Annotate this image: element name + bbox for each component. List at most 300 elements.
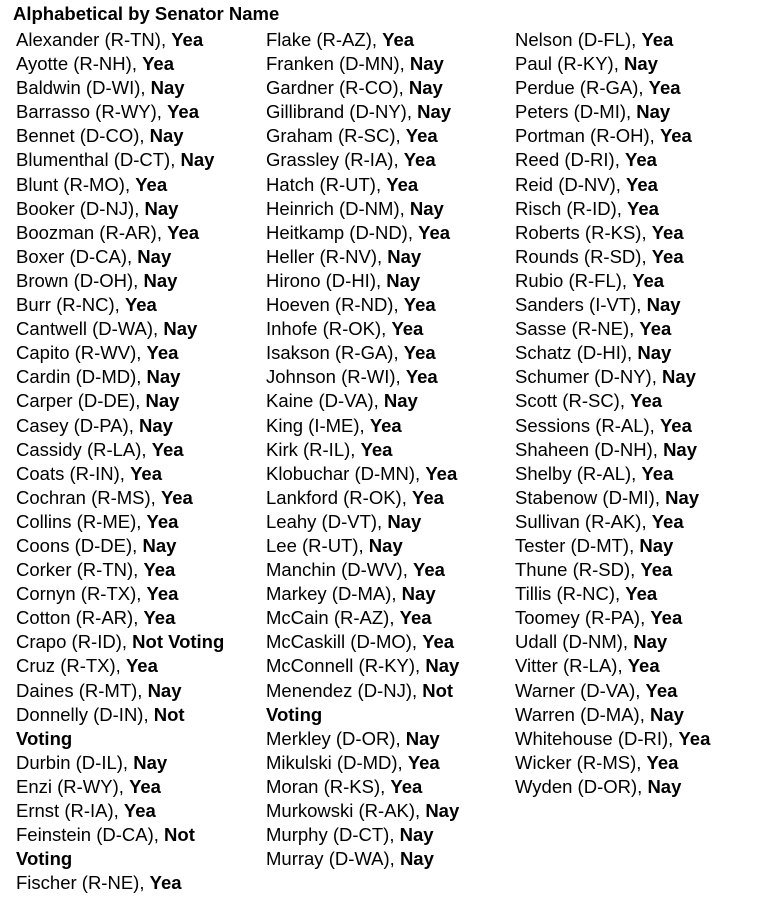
senator-name: Lankford (R-OK), [266, 486, 412, 508]
vote-value: Nay [636, 101, 671, 123]
vote-value: Yea [125, 655, 158, 677]
senator-name: Durbin (D-IL), [16, 751, 134, 773]
list-heading: Alphabetical by Senator Name [13, 3, 280, 24]
senator-vote-entry [515, 173, 759, 197]
vote-value: Yea [640, 559, 673, 581]
senator-name: Stabenow (D-MI), [515, 486, 666, 508]
senator-name: Merkley (D-OR), [266, 727, 406, 749]
vote-value: Nay [662, 366, 696, 388]
vote-value: Yea [646, 751, 679, 773]
vote-value: Nay [646, 294, 681, 316]
senator-name: Sasse (R-NE), [515, 318, 640, 340]
senator-vote-entry [515, 148, 759, 172]
senator-vote-entry [266, 582, 512, 606]
senator-vote-entry [266, 365, 512, 389]
senator-name: Heinrich (D-NM), [266, 197, 410, 219]
vote-value: Nay [623, 53, 658, 75]
vote-value: Yea [645, 679, 678, 701]
vote-value: Yea [418, 221, 451, 243]
senator-name: Roberts (R-KS), [515, 221, 652, 243]
senator-name: Coats (R-IN), [16, 462, 131, 484]
senator-name: Cardin (D-MD), [16, 366, 147, 388]
senator-name: Ernst (R-IA), [16, 800, 124, 821]
senator-name: Bennet (D-CO), [16, 125, 150, 147]
senator-vote-entry [266, 630, 512, 654]
vote-value: Nay [639, 534, 674, 556]
vote-value: Yea [678, 727, 711, 749]
senator-vote-entry [266, 727, 512, 751]
senator-vote-entry [266, 462, 512, 486]
senator-vote-entry [515, 679, 759, 703]
vote-value: Yea [167, 101, 199, 123]
senator-name: Feinstein (D-CA), [16, 824, 165, 846]
senator-vote-entry [515, 76, 759, 100]
vote-value-continued: Voting [16, 848, 73, 870]
senator-name: Reid (D-NV), [515, 173, 627, 195]
senator-name: Scott (R-SC), [515, 390, 631, 412]
senator-vote-entry [266, 269, 512, 293]
senator-vote-entry [515, 654, 759, 678]
senator-name: Schatz (D-HI), [515, 342, 638, 364]
vote-value: Yea [641, 462, 674, 484]
senator-name: Nelson (D-FL), [515, 29, 642, 50]
vote-value: Not Voting [132, 631, 225, 653]
senator-name: Udall (D-NM), [515, 631, 634, 653]
senator-vote-entry [515, 703, 759, 727]
senator-vote-entry [16, 76, 262, 100]
vote-value: Nay [149, 125, 184, 147]
vote-value: Yea [143, 559, 176, 581]
vote-value: Nay [368, 534, 403, 556]
senator-vote-entry [266, 317, 512, 341]
senator-vote-entry [16, 269, 262, 293]
senator-name: Kirk (R-IL), [266, 438, 361, 460]
senator-name: Johnson (R-WI), [266, 366, 406, 388]
senator-vote-entry [16, 173, 262, 197]
vote-value: Yea [403, 294, 436, 316]
vote-value: Yea [369, 414, 402, 436]
senator-name: Schumer (D-NY), [515, 366, 662, 388]
senator-name: Sanders (I-VT), [515, 294, 647, 316]
senator-name: Warner (D-VA), [515, 679, 646, 701]
vote-value: Nay [137, 245, 172, 267]
senator-vote-entry [16, 389, 262, 413]
senator-name: Boozman (R-AR), [16, 221, 168, 243]
vote-value: Nay [144, 197, 179, 219]
senator-vote-entry [515, 124, 759, 148]
vote-value: Yea [149, 872, 182, 894]
senator-vote-entry [16, 775, 262, 799]
senator-vote-entry [16, 293, 262, 317]
vote-value: Yea [659, 125, 692, 147]
senator-vote-entry [266, 486, 512, 510]
senator-vote-entry [266, 823, 512, 847]
vote-value: Yea [129, 775, 161, 797]
vote-value: Yea [146, 342, 179, 364]
vote-value: Yea [390, 775, 423, 797]
senator-vote-entry [515, 221, 759, 245]
senator-name: Tillis (R-NC), [515, 583, 626, 605]
vote-value: Yea [146, 510, 179, 532]
senator-vote-entry [266, 245, 512, 269]
vote-value: Nay [647, 775, 682, 797]
senator-name: Markey (D-MA), [266, 583, 402, 605]
vote-value: Yea [382, 29, 415, 50]
senator-name: Gillibrand (D-NY), [266, 101, 418, 123]
senator-vote-entry [16, 438, 262, 462]
senator-name: Grassley (R-IA), [266, 149, 404, 171]
senator-vote-entry [266, 847, 512, 871]
vote-value: Yea [651, 221, 684, 243]
senator-vote-entry [266, 775, 512, 799]
senator-vote-entry [16, 703, 262, 727]
senator-vote-entry [266, 389, 512, 413]
vote-value: Yea [639, 318, 672, 340]
senator-name: Collins (R-ME), [16, 510, 147, 532]
senator-name: Kaine (D-VA), [266, 390, 384, 412]
vote-value: Not [422, 679, 454, 701]
senator-name: Heller (R-NV), [266, 245, 388, 267]
senator-vote-entry [16, 100, 262, 124]
senator-name: Franken (D-MN), [266, 53, 410, 75]
senator-vote-entry [16, 124, 262, 148]
senator-name: Rubio (R-FL), [515, 269, 633, 291]
senator-vote-entry [515, 462, 759, 486]
senator-name: Cantwell (D-WA), [16, 318, 164, 340]
senator-name: Blumenthal (D-CT), [16, 149, 181, 171]
senator-vote-entry [515, 269, 759, 293]
senator-vote-entry [266, 76, 512, 100]
vote-value: Nay [401, 583, 436, 605]
senator-vote-entry [266, 221, 512, 245]
senator-vote-entry [16, 245, 262, 269]
senator-name: Casey (D-PA), [16, 414, 140, 436]
senator-name: Cornyn (R-TX), [16, 583, 147, 605]
vote-value: Nay [633, 631, 668, 653]
senator-vote-entry [16, 197, 262, 221]
senator-vote-entry [16, 341, 262, 365]
vote-value: Yea [407, 751, 440, 773]
senator-vote-entry [16, 558, 262, 582]
vote-value: Nay [139, 414, 173, 436]
vote-value: Yea [641, 29, 674, 50]
senator-vote-entry [16, 799, 262, 823]
senator-vote-entry [515, 365, 759, 389]
senator-vote-entry [515, 486, 759, 510]
senator-name: Klobuchar (D-MN), [266, 462, 426, 484]
senator-vote-entry [16, 582, 262, 606]
senator-name: McCain (R-AZ), [266, 607, 400, 629]
senator-vote-entry [515, 630, 759, 654]
vote-value: Nay [399, 824, 434, 846]
senator-name: Mikulski (D-MD), [266, 751, 408, 773]
senator-vote-entry [515, 414, 759, 438]
senator-name: Brown (D-OH), [16, 269, 144, 291]
senator-vote-entry [16, 28, 262, 52]
senator-vote-entry [515, 751, 759, 775]
vote-value: Nay [663, 438, 698, 460]
senator-vote-entry [16, 462, 262, 486]
senator-name: Whitehouse (D-RI), [515, 727, 679, 749]
senator-name: Corker (R-TN), [16, 559, 144, 581]
vote-value: Nay [145, 390, 180, 412]
vote-value: Nay [383, 390, 418, 412]
vote-value: Yea [625, 583, 658, 605]
senator-name: Graham (R-SC), [266, 125, 406, 147]
vote-value-continued: Voting [16, 727, 73, 749]
vote-value: Yea [360, 438, 393, 460]
vote-value: Nay [409, 197, 444, 219]
senator-vote-entry [266, 124, 512, 148]
vote-value: Nay [147, 679, 182, 701]
senator-vote-entry [515, 100, 759, 124]
vote-value: Yea [626, 173, 658, 195]
senator-vote-entry [16, 823, 262, 847]
senator-vote-entry [266, 606, 512, 630]
senator-vote-entry [515, 293, 759, 317]
vote-value: Yea [403, 342, 436, 364]
vote-value: Yea [405, 125, 438, 147]
vote-value: Nay [408, 77, 443, 99]
vote-value: Not [164, 824, 195, 846]
senator-vote-entry [16, 52, 262, 76]
senator-vote-entry [515, 558, 759, 582]
vote-value: Yea [130, 462, 162, 484]
vote-value: Nay [649, 703, 684, 725]
senator-name: McCaskill (D-MO), [266, 631, 423, 653]
senator-name: Alexander (R-TN), [16, 29, 172, 50]
senator-name: Isakson (R-GA), [266, 342, 404, 364]
vote-value: Yea [167, 221, 200, 243]
senator-name: Hirono (D-HI), [266, 269, 387, 291]
senator-name: Fischer (R-NE), [16, 872, 150, 894]
senator-name: Burr (R-NC), [16, 294, 125, 316]
vote-value-continued: Voting [266, 703, 323, 725]
senator-name: Rounds (R-SD), [515, 245, 652, 267]
vote-value: Nay [425, 655, 460, 677]
senator-name: Boxer (D-CA), [16, 245, 138, 267]
senator-name: McConnell (R-KY), [266, 655, 426, 677]
vote-value: Yea [651, 245, 684, 267]
senator-name: Donnelly (D-IN), [16, 703, 154, 725]
senator-name: Barrasso (R-WY), [16, 101, 168, 123]
senator-name: Booker (D-NJ), [16, 197, 145, 219]
senator-vote-entry [266, 173, 512, 197]
senator-name: Blunt (R-MO), [16, 173, 136, 195]
senator-name: Murphy (D-CT), [266, 824, 400, 846]
vote-value: Not [153, 703, 185, 725]
senator-vote-entry [266, 341, 512, 365]
senator-vote-entry [266, 52, 512, 76]
senator-vote-entry [515, 727, 759, 751]
senator-name: Inhofe (R-OK), [266, 318, 392, 340]
vote-value: Nay [665, 486, 700, 508]
vote-value: Nay [405, 727, 440, 749]
vote-value: Nay [399, 848, 434, 870]
vote-value: Nay [180, 149, 215, 171]
senator-name: Leahy (D-VT), [266, 510, 388, 532]
senator-vote-entry [515, 245, 759, 269]
senator-name: Vitter (R-LA), [515, 655, 628, 677]
senator-name: Capito (R-WV), [16, 342, 147, 364]
vote-value: Yea [123, 800, 156, 821]
vote-value: Yea [171, 29, 204, 50]
senator-vote-entry [16, 148, 262, 172]
senator-name: Shaheen (D-NH), [515, 438, 664, 460]
vote-value: Nay [637, 342, 672, 364]
senator-vote-entry [16, 606, 262, 630]
vote-value: Yea [405, 366, 438, 388]
senator-name: Moran (R-KS), [266, 775, 391, 797]
vote-value: Yea [160, 486, 193, 508]
vote-value: Yea [422, 631, 455, 653]
senator-vote-entry [266, 414, 512, 438]
senator-vote-entry [266, 438, 512, 462]
senator-name: Sullivan (R-AK), [515, 510, 652, 532]
senator-name: Wicker (R-MS), [515, 751, 647, 773]
senator-vote-entry [16, 534, 262, 558]
vote-value: Nay [417, 101, 452, 123]
vote-value: Yea [399, 607, 432, 629]
senator-vote-entry [515, 775, 759, 799]
senator-name: Risch (R-ID), [515, 197, 628, 219]
senator-vote-entry [16, 414, 262, 438]
vote-value: Yea [627, 655, 660, 677]
senator-name: Cochran (R-MS), [16, 486, 161, 508]
vote-value: Yea [625, 149, 657, 171]
senator-vote-entry [266, 148, 512, 172]
vote-value: Yea [135, 173, 168, 195]
vote-value: Yea [413, 559, 445, 581]
senator-vote-entry [515, 582, 759, 606]
senator-name: Heitkamp (D-ND), [266, 221, 419, 243]
senator-vote-entry [515, 197, 759, 221]
senator-name: Coons (D-DE), [16, 534, 143, 556]
senator-vote-entry [515, 52, 759, 76]
senator-name: Hoeven (R-ND), [266, 294, 404, 316]
senator-name: Lee (R-UT), [266, 534, 369, 556]
vote-value: Yea [632, 269, 665, 291]
senator-vote-entry [266, 679, 512, 703]
senator-name: Daines (R-MT), [16, 679, 148, 701]
senator-vote-entry [266, 510, 512, 534]
senator-vote-entry [266, 799, 512, 823]
vote-value: Yea [386, 173, 419, 195]
senator-name: Baldwin (D-WI), [16, 77, 151, 99]
senator-name: King (I-ME), [266, 414, 370, 436]
senator-vote-entry [266, 28, 512, 52]
senator-name: Sessions (R-AL), [515, 414, 660, 436]
senator-vote-entry [266, 197, 512, 221]
senator-name: Crapo (R-ID), [16, 631, 133, 653]
senator-vote-entry [515, 438, 759, 462]
vote-value: Nay [387, 510, 422, 532]
senator-vote-entry [515, 534, 759, 558]
senator-vote-entry [515, 28, 759, 52]
senator-vote-entry [16, 510, 262, 534]
senator-column-2 [266, 28, 512, 871]
vote-value: Nay [386, 269, 421, 291]
vote-value: Nay [425, 800, 460, 821]
senator-name: Toomey (R-PA), [515, 607, 651, 629]
senator-name: Hatch (R-UT), [266, 173, 387, 195]
senator-name: Flake (R-AZ), [266, 29, 383, 50]
vote-value: Yea [651, 510, 684, 532]
senator-name: Ayotte (R-NH), [16, 53, 143, 75]
senator-name: Cassidy (R-LA), [16, 438, 152, 460]
vote-value: Yea [627, 197, 659, 219]
senator-name: Menendez (D-NJ), [266, 679, 423, 701]
senator-vote-entry [16, 654, 262, 678]
senator-name: Paul (R-KY), [515, 53, 624, 75]
vote-value: Yea [124, 294, 157, 316]
vote-value: Nay [150, 77, 185, 99]
senator-name: Perdue (R-GA), [515, 77, 649, 99]
senator-vote-entry [266, 534, 512, 558]
vote-value: Nay [133, 751, 168, 773]
senator-vote-entry [16, 871, 262, 895]
senator-name: Cruz (R-TX), [16, 655, 126, 677]
senator-vote-entry [16, 317, 262, 341]
senator-vote-entry [266, 293, 512, 317]
vote-value: Yea [630, 390, 663, 412]
senator-vote-entry [266, 100, 512, 124]
senator-name: Thune (R-SD), [515, 559, 641, 581]
senator-vote-entry [515, 317, 759, 341]
vote-value: Yea [648, 77, 681, 99]
vote-value: Yea [146, 583, 179, 605]
senator-vote-entry [16, 751, 262, 775]
vote-value: Nay [163, 318, 198, 340]
senator-name: Manchin (D-WV), [266, 559, 413, 581]
vote-value: Nay [409, 53, 444, 75]
senator-vote-entry [515, 341, 759, 365]
vote-value: Nay [387, 245, 422, 267]
senator-vote-entry [515, 510, 759, 534]
vote-value: Nay [142, 534, 177, 556]
senator-vote-entry [266, 558, 512, 582]
senator-vote-entry [266, 751, 512, 775]
senator-name: Cotton (R-AR), [16, 607, 144, 629]
senator-column-3 [515, 28, 759, 799]
senator-name: Shelby (R-AL), [515, 462, 642, 484]
vote-value: Yea [142, 53, 175, 75]
vote-value: Yea [391, 318, 424, 340]
senator-name: Portman (R-OH), [515, 125, 660, 147]
senator-name: Wyden (D-OR), [515, 775, 648, 797]
vote-value: Nay [146, 366, 181, 388]
senator-name: Murray (D-WA), [266, 848, 400, 870]
senator-name: Tester (D-MT), [515, 534, 640, 556]
vote-value: Yea [143, 607, 176, 629]
senator-vote-entry [16, 365, 262, 389]
senator-vote-entry [515, 389, 759, 413]
senator-name: Peters (D-MI), [515, 101, 637, 123]
senator-vote-entry [16, 221, 262, 245]
senator-vote-entry [16, 679, 262, 703]
senator-column-1 [16, 28, 262, 895]
vote-value: Nay [143, 269, 178, 291]
vote-value: Yea [659, 414, 692, 436]
senator-vote-entry [515, 606, 759, 630]
senator-name: Warren (D-MA), [515, 703, 650, 725]
senator-vote-entry [266, 654, 512, 678]
senator-vote-entry [16, 486, 262, 510]
senator-name: Gardner (R-CO), [266, 77, 409, 99]
senator-name: Reed (D-RI), [515, 149, 625, 171]
senator-name: Carper (D-DE), [16, 390, 146, 412]
vote-value: Yea [403, 149, 436, 171]
